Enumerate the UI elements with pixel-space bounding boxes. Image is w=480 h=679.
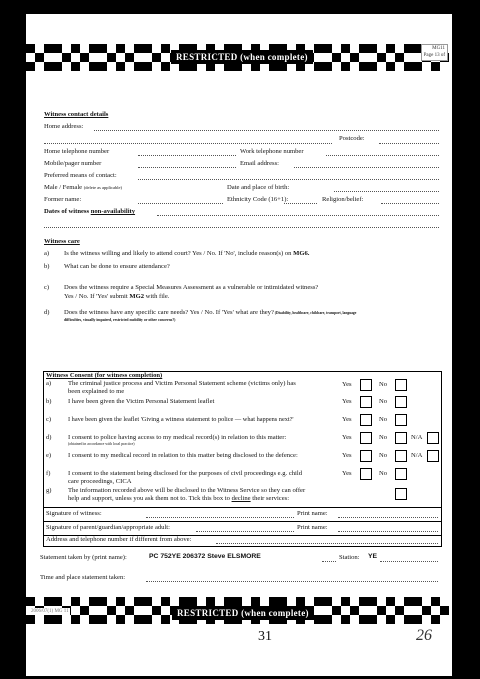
former-name-field[interactable] — [138, 203, 223, 204]
consent-e-line1: I consent to my medical record in relation to this matter being disclosed to the defence: — [68, 452, 298, 459]
gender-label — [44, 185, 122, 192]
consent-f-yes-box[interactable] — [360, 468, 372, 480]
consent-a-no-box[interactable] — [395, 379, 407, 391]
consent-g-line2-post: their services: — [250, 495, 290, 502]
sig-divider-1 — [43, 507, 442, 508]
consent-b-letter: b) — [46, 398, 52, 405]
consent-g-letter: g) — [46, 487, 52, 494]
consent-d-yes-label: Yes — [342, 434, 352, 441]
consent-a-letter: a) — [46, 380, 52, 387]
consent-a-line2: been explained to me — [68, 388, 125, 395]
non-availability-underlined: non-availability — [90, 208, 136, 215]
faint-form-code: 2006/07(1) MG 11 — [31, 609, 69, 614]
print-name-field-1[interactable] — [338, 517, 438, 518]
consent-f-line2: care proceedings, CICA — [68, 478, 132, 485]
care-a-text — [64, 251, 309, 258]
care-c-form-ref: MG2 — [129, 293, 144, 300]
consent-section-title: Witness Consent (for witness completion) — [46, 372, 163, 379]
care-b-text: What can be done to ensure attendance? — [64, 263, 170, 270]
time-place-label: Time and place statement taken: — [40, 574, 126, 581]
consent-e-no-label: No — [379, 452, 388, 459]
postcode-label: Postcode: — [339, 135, 365, 142]
non-availability-field-2[interactable] — [44, 227, 439, 228]
consent-g-decline-box[interactable] — [395, 488, 407, 500]
non-availability-prefix: Dates of witness — [44, 208, 91, 215]
home-tel-field[interactable] — [138, 155, 236, 156]
bottom-checker-band — [26, 597, 452, 606]
consent-a-yes-label: Yes — [342, 381, 352, 388]
home-address-label: Home address: — [44, 123, 84, 130]
page-ref-label: Page 13 of — [423, 52, 445, 58]
taken-by-value[interactable]: PC 752YE 206372 Steve ELSMORE — [149, 553, 261, 560]
consent-d-no-label: No — [379, 434, 388, 441]
former-name-label: Former name: — [44, 196, 82, 203]
consent-c-no-box[interactable] — [395, 414, 407, 426]
consent-c-yes-box[interactable] — [360, 414, 372, 426]
print-name-label-1: Print name: — [297, 510, 328, 517]
religion-label: Religion/belief: — [322, 196, 364, 203]
gender-note: (delete as applicable) — [83, 185, 122, 190]
mobile-field[interactable] — [138, 167, 236, 168]
consent-d-yes-box[interactable] — [360, 432, 372, 444]
care-d-question: Does the witness have any specific care needs? Yes / No. If 'Yes' what are they? — [64, 309, 274, 316]
taken-by-field — [322, 561, 336, 562]
care-d-note: (Disability, healthcare, childcare, transport, language — [273, 311, 357, 315]
preferred-contact-field[interactable] — [138, 179, 439, 180]
address-diff-field[interactable] — [216, 543, 438, 544]
consent-a-line1: The criminal justice process and Victim Personal Statement scheme (victims only) has — [68, 380, 296, 387]
sig-parent-label: Signature of parent/guardian/appropriate adult: — [46, 524, 170, 531]
consent-d-no-box[interactable] — [395, 432, 407, 444]
consent-e-na-label: N/A — [411, 452, 423, 459]
station-field — [380, 561, 438, 562]
consent-c-yes-label: Yes — [342, 416, 352, 423]
consent-a-yes-box[interactable] — [360, 379, 372, 391]
consent-e-no-box[interactable] — [395, 450, 407, 462]
non-availability-label — [44, 209, 135, 216]
page-number: 31 — [258, 629, 272, 644]
consent-g-line1: The information recorded above will be disclosed to the Witness Service so they can offer — [68, 487, 306, 494]
address-diff-label: Address and telephone number if different from above: — [46, 536, 192, 543]
consent-e-yes-box[interactable] — [360, 450, 372, 462]
care-a-question: Is the witness willing and likely to attend court? Yes / No. If 'No', include reason(s) on — [64, 250, 294, 257]
care-c-letter: c) — [44, 284, 50, 291]
preferred-contact-label: Preferred means of contact: — [44, 172, 117, 179]
ethnicity-label: Ethnicity Code (16+1): — [227, 196, 289, 203]
care-c-answer: Yes / No. If 'Yes' submit — [64, 293, 130, 300]
consent-c-no-label: No — [379, 416, 388, 423]
religion-field[interactable] — [381, 203, 439, 204]
care-section-title: Witness care — [44, 238, 80, 245]
ethnicity-field[interactable] — [284, 203, 317, 204]
print-name-field-2[interactable] — [338, 531, 438, 532]
sig-witness-field[interactable] — [146, 517, 294, 518]
sig-divider-2 — [43, 521, 442, 522]
care-c-line2 — [64, 294, 169, 301]
consent-a-no-label: No — [379, 381, 388, 388]
handwritten-folio: 26 — [416, 627, 432, 644]
consent-e-letter: e) — [46, 452, 52, 459]
restricted-banner-bottom: RESTRICTED (when complete) — [172, 606, 314, 620]
form-code — [421, 44, 448, 61]
care-c-end: with file. — [144, 293, 170, 300]
form-page — [26, 14, 452, 676]
consent-d-note: (obtained in accordance with local practice) — [68, 442, 135, 446]
gender-text: Male / Female — [44, 184, 83, 191]
consent-e-na-box[interactable] — [427, 450, 439, 462]
non-availability-field[interactable] — [157, 215, 439, 216]
consent-f-line1: I consent to the statement being disclosed for the purposes of civil proceedings e.g. child — [68, 470, 303, 477]
consent-b-line1: I have been given the Victim Personal Statement leaflet — [68, 398, 215, 405]
consent-b-yes-label: Yes — [342, 398, 352, 405]
mobile-label: Mobile/pager number — [44, 160, 102, 167]
consent-f-yes-label: Yes — [342, 470, 352, 477]
consent-g-line2 — [68, 496, 289, 503]
consent-g-line2-pre: help and support, unless you ask them not to. Tick this box to — [68, 495, 232, 502]
print-name-label-2: Print name: — [297, 524, 328, 531]
consent-f-no-label: No — [379, 470, 388, 477]
consent-b-no-label: No — [379, 398, 388, 405]
postcode-field[interactable] — [379, 143, 439, 144]
home-tel-label: Home telephone number — [44, 148, 110, 155]
dob-field[interactable] — [334, 191, 439, 192]
dob-label: Date and place of birth: — [227, 184, 290, 191]
consent-c-letter: c) — [46, 416, 52, 423]
consent-d-line1: I consent to police having access to my medical record(s) in relation to this matter: — [68, 434, 287, 441]
consent-b-no-box[interactable] — [395, 396, 407, 408]
contact-section-title: Witness contact details — [44, 111, 109, 118]
care-d-line2: difficulties, visually impaired, restricted mobility or other concerns?) — [64, 318, 176, 322]
home-address-field[interactable] — [94, 130, 439, 131]
home-address-field-2[interactable] — [44, 143, 332, 144]
care-b-letter: b) — [44, 263, 50, 270]
consent-f-letter: f) — [46, 470, 51, 477]
consent-e-yes-label: Yes — [342, 452, 352, 459]
consent-d-na-box[interactable] — [427, 432, 439, 444]
restricted-banner: RESTRICTED (when complete) — [171, 50, 313, 64]
care-c-text: Does the witness require a Special Measures Assessment as a vulnerable or intimidated witness? — [64, 284, 319, 291]
consent-g-decline: decline — [231, 495, 251, 502]
form-code-label: MG11 — [432, 46, 445, 51]
station-label: Station: — [339, 554, 360, 561]
care-a-form-ref: MG6. — [293, 250, 310, 257]
work-tel-field[interactable] — [326, 155, 439, 156]
email-label: Email address: — [240, 160, 280, 167]
care-a-letter: a) — [44, 250, 50, 257]
consent-c-line1: I have been given the leaflet 'Giving a witness statement to police — what happens next?' — [68, 416, 294, 423]
consent-b-yes-box[interactable] — [360, 396, 372, 408]
station-value[interactable]: YE — [368, 553, 378, 560]
sig-witness-label: Signature of witness: — [46, 510, 102, 517]
time-place-field[interactable] — [146, 581, 438, 582]
taken-by-label: Statement taken by (print name): — [40, 554, 127, 561]
consent-f-no-box[interactable] — [395, 468, 407, 480]
work-tel-label: Work telephone number — [240, 148, 304, 155]
care-d-letter: d) — [44, 309, 50, 316]
sig-parent-field[interactable] — [196, 531, 294, 532]
care-d-text — [64, 310, 356, 317]
consent-d-na-label: N/A — [411, 434, 423, 441]
consent-d-letter: d) — [46, 434, 52, 441]
email-field[interactable] — [294, 167, 439, 168]
